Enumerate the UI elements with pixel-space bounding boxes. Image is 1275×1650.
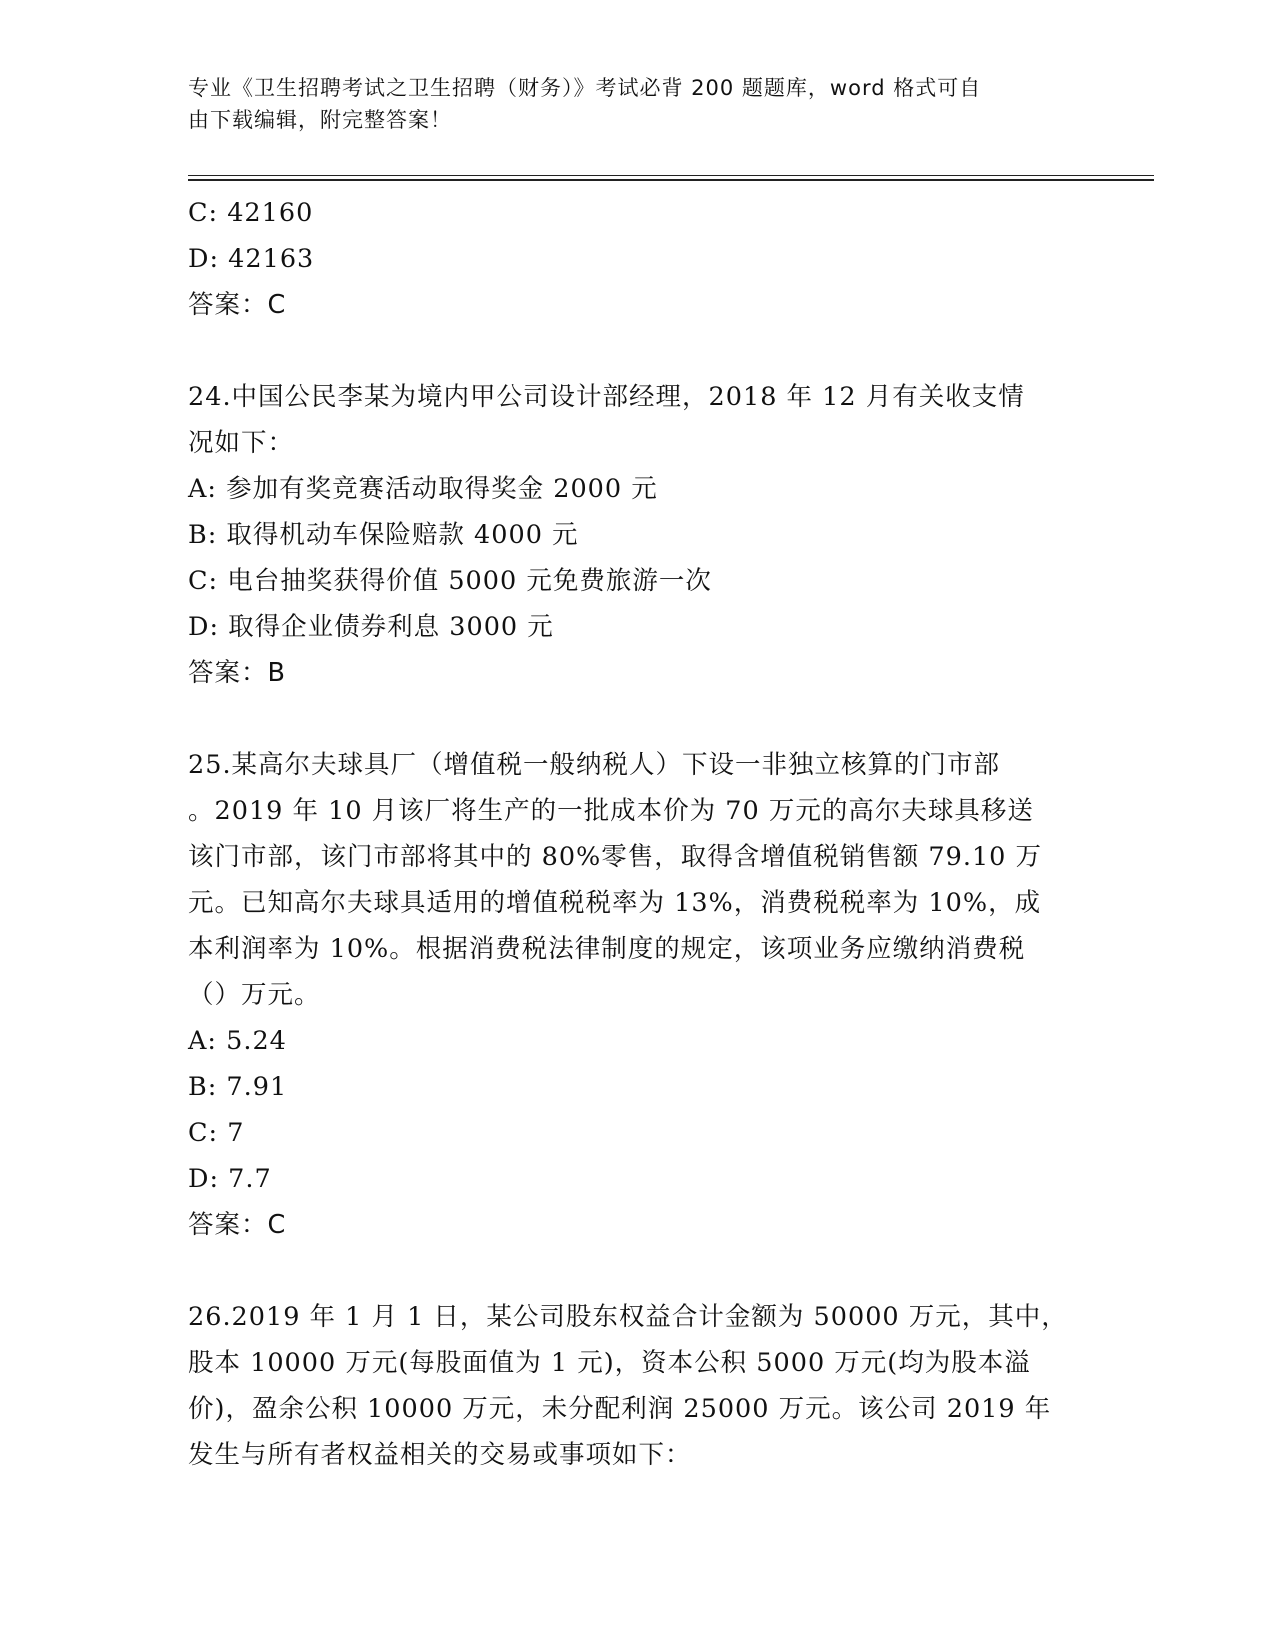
spacer: [188, 328, 1088, 374]
document-header: [188, 72, 1088, 136]
answer-line: 答案：B: [188, 658, 286, 688]
question-stem-line: 本利润率为 10%。根据消费税法律制度的规定，该项业务应缴纳消费税: [188, 934, 1026, 964]
option-c: C: 42160: [188, 198, 314, 228]
option-d: D: 7.7: [188, 1164, 272, 1194]
question-stem-line: 26.2019 年 1 月 1 日，某公司股东权益合计金额为 50000 万元，其中，: [188, 1302, 1068, 1332]
option-a: A: 5.24: [188, 1026, 287, 1056]
document-body: [188, 190, 1088, 1478]
question-24: [188, 374, 1088, 696]
question-stem-line: 发生与所有者权益相关的交易或事项如下：: [188, 1440, 692, 1470]
header-divider-thick: [188, 179, 1154, 181]
option-b: B: 取得机动车保险赔款 4000 元: [188, 520, 579, 550]
spacer: [188, 696, 1088, 742]
question-stem-line: 元。已知高尔夫球具适用的增值税税率为 13%，消费税税率为 10%，成: [188, 888, 1042, 918]
spacer: [188, 1248, 1088, 1294]
option-a: A: 参加有奖竞赛活动取得奖金 2000 元: [188, 474, 658, 504]
question-stem-line: （）万元。: [188, 980, 321, 1010]
option-d: D: 42163: [188, 244, 315, 274]
question-stem-line: 25.某高尔夫球具厂（增值税一般纳税人）下设一非独立核算的门市部: [188, 750, 1001, 780]
question-stem-line: 价)，盈余公积 10000 万元，未分配利润 25000 万元。该公司 2019 年: [188, 1394, 1052, 1424]
header-divider-thin: [188, 175, 1154, 176]
question-25: [188, 742, 1088, 1248]
question-26: [188, 1294, 1088, 1478]
option-d: D: 取得企业债券利息 3000 元: [188, 612, 554, 642]
question-stem-line: 股本 10000 万元(每股面值为 1 元)，资本公积 5000 万元(均为股本溢: [188, 1348, 1031, 1378]
header-line-1: 专业《卫生招聘考试之卫生招聘（财务）》考试必背 200 题题库，word 格式可自: [188, 76, 982, 100]
option-c: C: 电台抽奖获得价值 5000 元免费旅游一次: [188, 566, 712, 596]
answer-line: 答案：C: [188, 1210, 287, 1240]
answer-line: 答案：C: [188, 290, 287, 320]
question-23-tail: [188, 190, 1088, 328]
header-line-2: 由下载编辑，附完整答案！: [188, 108, 452, 132]
question-stem-line: 该门市部，该门市部将其中的 80%零售，取得含增值税销售额 79.10 万: [188, 842, 1042, 872]
question-stem-line: 况如下：: [188, 428, 295, 458]
question-stem-line: 24.中国公民李某为境内甲公司设计部经理，2018 年 12 月有关收支情: [188, 382, 1025, 412]
option-c: C: 7: [188, 1118, 245, 1148]
option-b: B: 7.91: [188, 1072, 288, 1102]
question-stem-line: 。2019 年 10 月该厂将生产的一批成本价为 70 万元的高尔夫球具移送: [188, 796, 1034, 826]
